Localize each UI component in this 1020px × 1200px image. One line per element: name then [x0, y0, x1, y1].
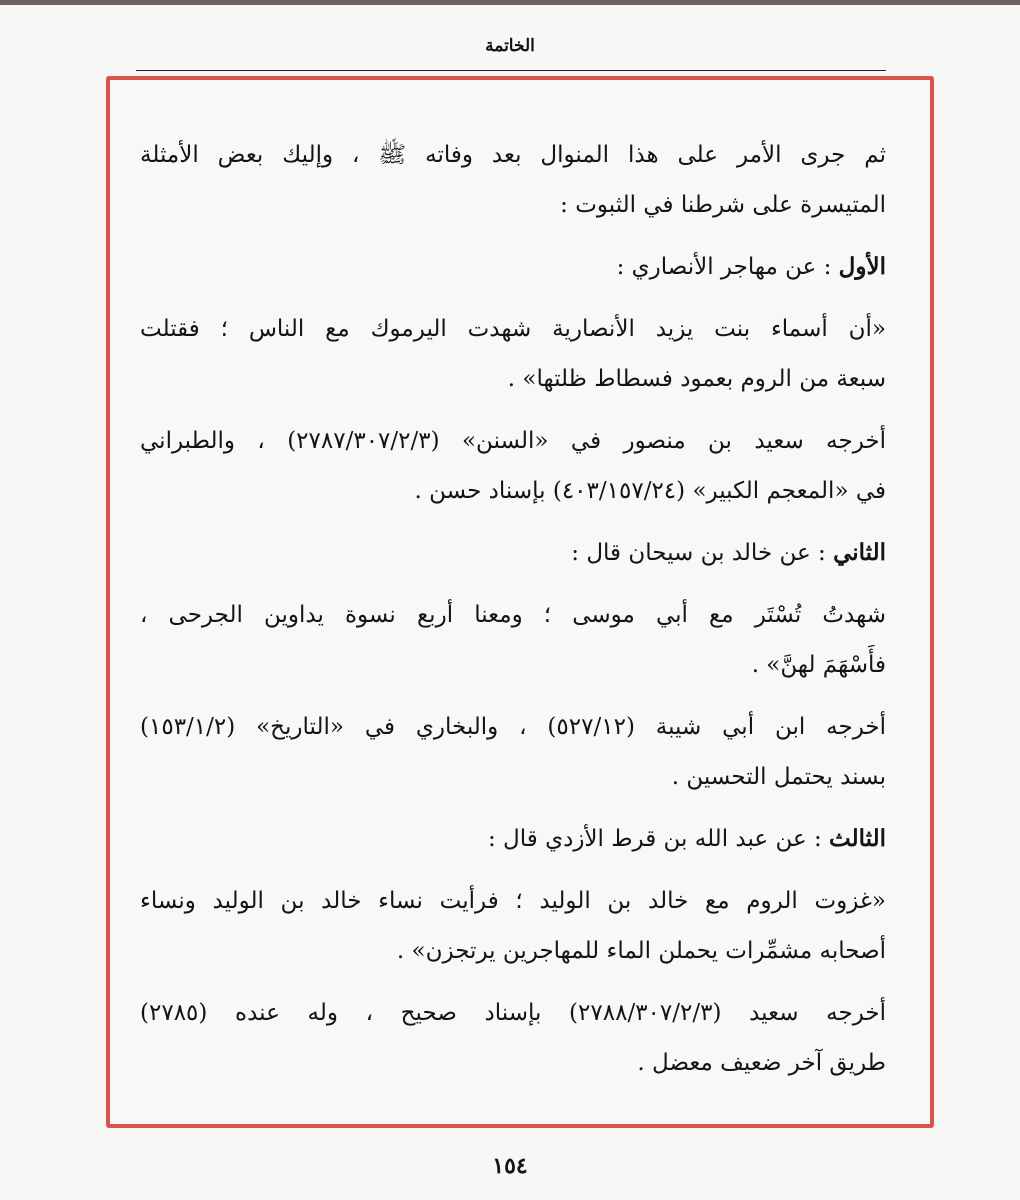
text-line: «أن أسماء بنت يزيد الأنصارية شهدت اليرموك مع الناس ؛ فقتلت [140, 316, 886, 342]
header-rule [136, 70, 886, 71]
heading-label: الثالث [829, 825, 886, 852]
text-line: في «المعجم الكبير» (٤٠٣/١٥٧/٢٤) بإسناد حسن . [414, 478, 886, 504]
paragraph-quote-first [140, 304, 886, 404]
text-line: طريق آخر ضعيف معضل . [637, 1050, 886, 1076]
text-line: شهدتُ تُسْتَر مع أبي موسى ؛ ومعنا أربع نسوة يداوين الجرحى ، [140, 602, 886, 628]
text-line: فأَسْهَمَ لهنَّ» . [751, 652, 886, 678]
text-line: أخرجه ابن أبي شيبة (٥٢٧/١٢) ، والبخاري في «التاريخ» (١٥٣/١/٢) [140, 714, 886, 740]
text-line: أخرجه سعيد بن منصور في «السنن» (٢٧٨٧/٣٠٧/٢/٣) ، والطبراني [140, 428, 886, 454]
paragraph-quote-third [140, 876, 886, 976]
screen-top-edge [0, 0, 1020, 5]
paragraph-quote-second [140, 590, 886, 690]
example-heading-second [140, 528, 886, 578]
example-heading-third [140, 814, 886, 864]
text-line: أخرجه سعيد (٢٧٨٨/٣٠٧/٢/٣) بإسناد صحيح ، وله عنده (٢٧٨٥) [140, 1000, 886, 1026]
body-text [140, 130, 886, 1100]
text-line: أصحابه مشمِّرات يحملن الماء للمهاجرين يرتجزن» . [396, 938, 886, 964]
example-heading-first [140, 242, 886, 292]
heading-text: : عن عبد الله بن قرط الأزدي قال : [488, 826, 830, 852]
text-line: ثم جرى الأمر على هذا المنوال بعد وفاته ﷺ ، وإليك بعض الأمثلة [140, 142, 886, 168]
paragraph-source-third [140, 988, 886, 1088]
heading-label: الأول [838, 253, 886, 280]
text-line: سبعة من الروم بعمود فسطاط ظلتها» . [507, 366, 886, 392]
text-line: «غزوت الروم مع خالد بن الوليد ؛ فرأيت نساء خالد بن الوليد ونساء [140, 888, 886, 914]
heading-text: : عن مهاجر الأنصاري : [616, 254, 839, 280]
highlight-frame [106, 76, 934, 1128]
heading-text: : عن خالد بن سيحان قال : [571, 540, 834, 566]
paragraph-source-first [140, 416, 886, 516]
paragraph-source-second [140, 702, 886, 802]
text-line: بسند يحتمل التحسين . [671, 764, 886, 790]
running-head: الخاتمة [485, 36, 535, 56]
text-line: المتيسرة على شرطنا في الثبوت : [560, 192, 886, 218]
paragraph-intro [140, 130, 886, 230]
heading-label: الثاني [833, 539, 886, 566]
page-number: ١٥٤ [492, 1153, 528, 1179]
